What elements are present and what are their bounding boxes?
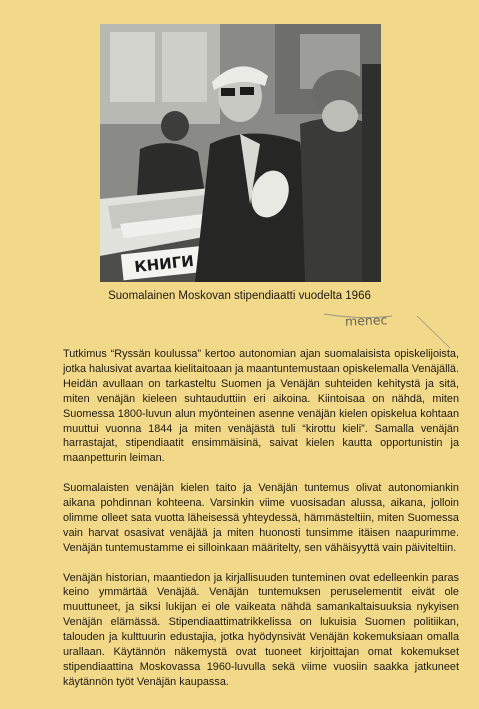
paragraph-3: Venäjän historian, maantiedon ja kirjallisuuden tunteminen ovat edelleenkin paras keino ymmärtää Venäjää. Venäjän tuntemuksen peruselementit eivät ole muuttuneet, ja siksi lukijan ei ole vaikeata nähdä samankaltaisuuksia nykyisen Venäjän elämässä. Stipendiaattimatrikkelissa on lukuisia Suomen politiikan, talouden ja kulttuurin edustajia, jotka hyödynsivät Venäjän kokemuksiaan omalla urallaan. Käytännön näkemystä ovat tuoneet kirjoittajan omat kokemukset stipendiaattina Moskovassa 1960-luvulla sekä viime vuosiin saakka jatkuneet käytännön työt Venäjän kaupassa. [63,571,459,688]
book-sign-text: КНИГИ [133,251,195,277]
photo-caption: Suomalainen Moskovan stipendiaatti vuodelta 1966 [108,290,371,302]
cover-photo [100,24,381,282]
paragraph-1: Tutkimus “Ryssän koulussa” kertoo autonomian ajan suomalaisista opiskelijoista, jotka halusivat avartaa kielitaitoaan ja maantuntemustaan opiskelemalla Venäjällä. Heidän avullaan on tarkasteltu Suomen ja Venäjän suhteiden kehitystä ja sitä, miten venäjän kieleen suhtauduttiin eri aikoina. Kiintoisaa on nähdä, miten Suomessa 1800-luvun alun myönteinen asenne venäjän kielen opiskelua kohtaan muuttui vuonna 1844 ja miten venäjästä tuli “kirottu kieli”. Samalla venäjän harrastajat, stipendiaatit ensimmäisinä, saivat kielen kautta opportunistin ja maanpetturin leiman. [63,348,459,465]
description-text [63,347,459,705]
paragraph-2: Suomalaisten venäjän kielen taito ja Venäjän tuntemus olivat autonomiankin aikana pohdinnan kohteena. Varsinkin viime vuosisadan alussa, aikana, jolloin olimme olleet sata vuotta läheisessä yhteydessä, hämmästeltiin, miten Suomessa vain harvat osasivat venäjää ja miten huonosti tunsimme itäisen naapurimme. Venäjän tuntemustamme ei silloinkaan määritelty, sen vähäisyyttä vain päiviteltiin. [63,482,459,554]
photo-scene [100,24,381,282]
handwritten-note: menec [344,312,388,329]
